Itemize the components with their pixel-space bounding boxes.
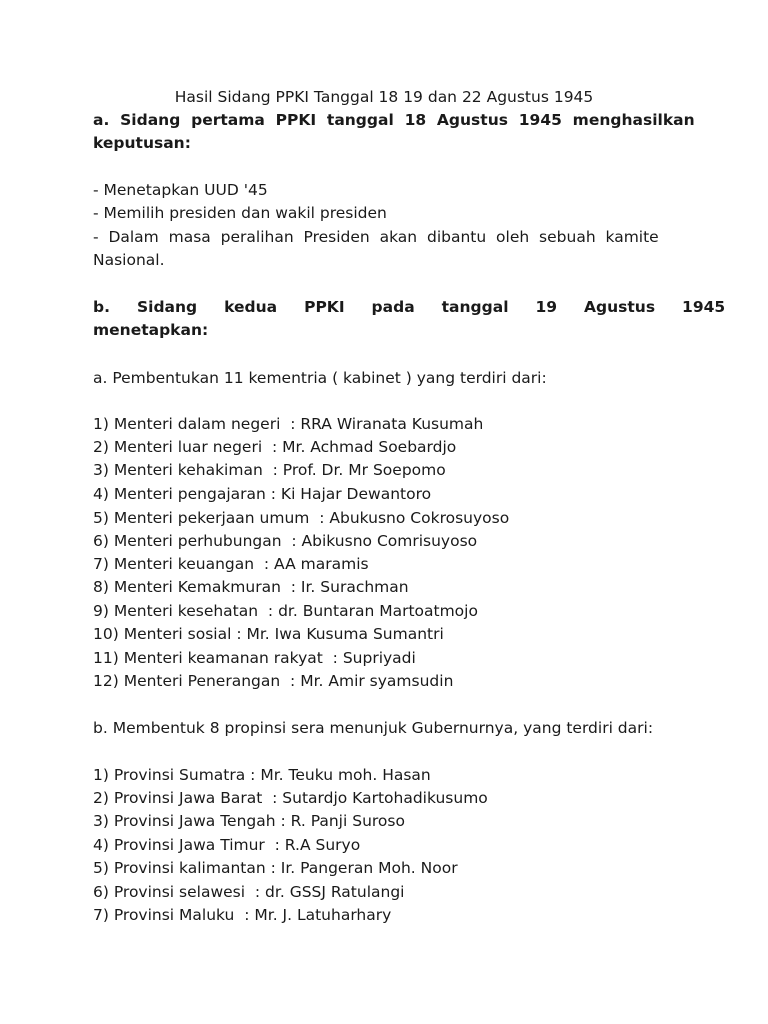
section-a-item3-line2: Nasional.: [93, 251, 165, 269]
section-b-heading-line2: menetapkan:: [93, 321, 209, 339]
ministry-item: 11) Menteri keamanan rakyat : Supriyadi: [93, 649, 416, 667]
province-item: 2) Provinsi Jawa Barat : Sutardjo Kartohadikusumo: [93, 789, 488, 807]
province-item: 3) Provinsi Jawa Tengah : R. Panji Suroso: [93, 812, 405, 830]
ministry-item: 6) Menteri perhubungan : Abikusno Comrisuyoso: [93, 532, 478, 550]
ministry-item: 5) Menteri pekerjaan umum : Abukusno Cokrosuyoso: [93, 509, 510, 527]
section-a-heading-line2: keputusan:: [93, 134, 191, 152]
sub-a-heading: a. Pembentukan 11 kementria ( kabinet ) yang terdiri dari:: [93, 369, 547, 387]
ministry-item: 4) Menteri pengajaran : Ki Hajar Dewantoro: [93, 485, 432, 503]
section-a-item: - Memilih presiden dan wakil presiden: [93, 204, 387, 222]
ministry-item: 10) Menteri sosial : Mr. Iwa Kusuma Sumantri: [93, 625, 444, 643]
ministry-item: 2) Menteri luar negeri : Mr. Achmad Soebardjo: [93, 438, 457, 456]
province-item: 4) Provinsi Jawa Timur : R.A Suryo: [93, 836, 361, 854]
ministry-item: 9) Menteri kesehatan : dr. Buntaran Martoatmojo: [93, 602, 478, 620]
ministry-item: 12) Menteri Penerangan : Mr. Amir syamsudin: [93, 672, 454, 690]
section-a-item: - Menetapkan UUD '45: [93, 181, 268, 199]
section-a-item3-line1: - Dalam masa peralihan Presiden akan dibantu oleh sebuah kamite: [93, 228, 659, 246]
province-item: 7) Provinsi Maluku : Mr. J. Latuharhary: [93, 906, 392, 924]
document-title: Hasil Sidang PPKI Tanggal 18 19 dan 22 Agustus 1945: [174, 88, 594, 106]
sub-b-heading: b. Membentuk 8 propinsi sera menunjuk Gubernurnya, yang terdiri dari:: [93, 719, 654, 737]
province-item: 5) Provinsi kalimantan : Ir. Pangeran Moh. Noor: [93, 859, 458, 877]
ministry-item: 8) Menteri Kemakmuran : Ir. Surachman: [93, 578, 409, 596]
ministry-item: 3) Menteri kehakiman : Prof. Dr. Mr Soepomo: [93, 461, 446, 479]
province-item: 6) Provinsi selawesi : dr. GSSJ Ratulangi: [93, 883, 405, 901]
province-item: 1) Provinsi Sumatra : Mr. Teuku moh. Hasan: [93, 766, 431, 784]
section-a-heading-line1: a. Sidang pertama PPKI tanggal 18 Agustus 1945 menghasilkan: [93, 111, 695, 129]
ministry-item: 1) Menteri dalam negeri : RRA Wiranata Kusumah: [93, 415, 484, 433]
section-b-heading-line1: b. Sidang kedua PPKI pada tanggal 19 Agustus 1945: [93, 298, 726, 316]
ministry-item: 7) Menteri keuangan : AA maramis: [93, 555, 369, 573]
